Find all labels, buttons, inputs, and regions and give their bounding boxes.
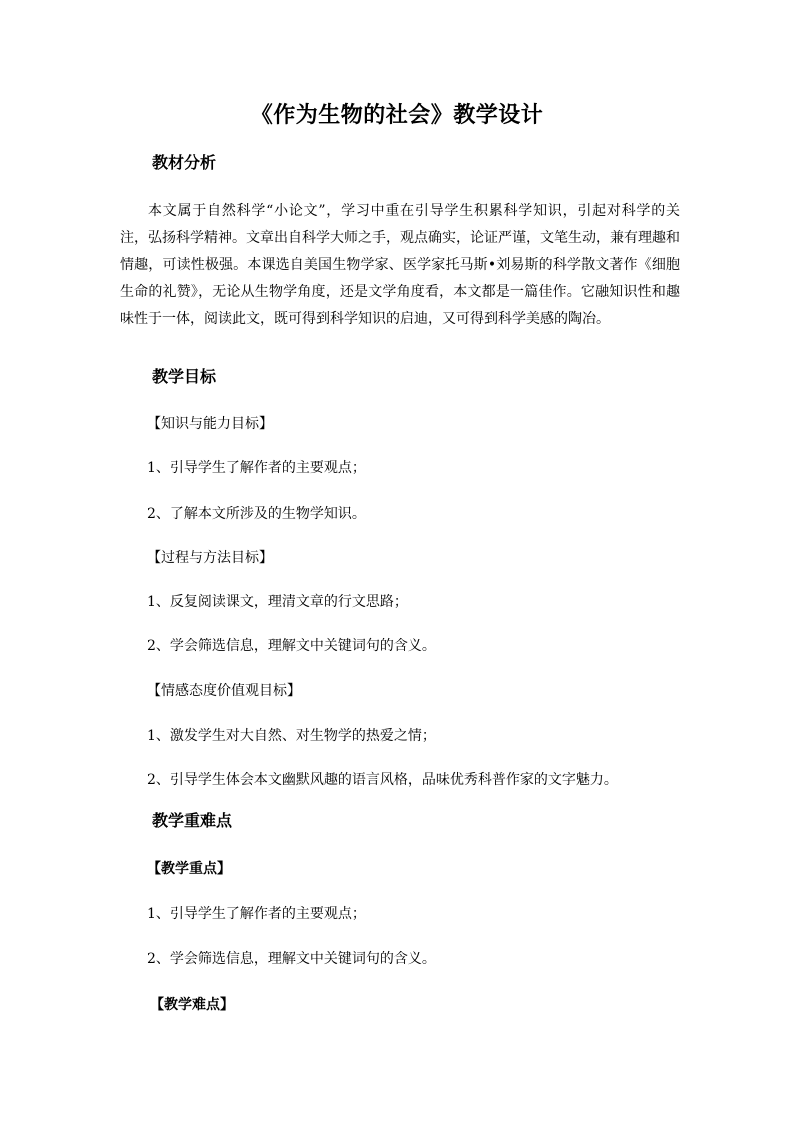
goals-process-item: 2、学会筛选信息，理解文中关键词句的含义。 bbox=[147, 638, 436, 654]
keypoints-focus-item: 1、引导学生了解作者的主要观点； bbox=[147, 906, 366, 922]
document-title: 《作为生物的社会》教学设计 bbox=[250, 102, 544, 128]
goals-emotion-item: 2、引导学生体会本文幽默风趣的语言风格，品味优秀科普作家的文字魅力。 bbox=[147, 772, 618, 788]
goals-knowledge-item: 1、引导学生了解作者的主要观点； bbox=[147, 460, 366, 476]
goals-process-label: 【过程与方法目标】 bbox=[147, 550, 273, 566]
goals-knowledge-label: 【知识与能力目标】 bbox=[147, 416, 273, 432]
section-heading-keypoints: 教学重难点 bbox=[152, 811, 233, 830]
section-heading-goals: 教学目标 bbox=[152, 367, 217, 386]
analysis-paragraph-text: 本文属于自然科学“小论文”，学习中重在引导学生积累科学知识，引起对科学的关注，弘扬科学精神。文章出自科学大师之手，观点确实，论证严谨，文笔生动，兼有理趣和情趣，可读性极强。本课选自美国生物学家、医学家托马斯•刘易斯的科学散文著作《细胞生命的礼赞》，无论从生物学角度，还是文学角度看，本文都是一篇佳作。它融知识性和趣味性于一体，阅读此文，既可得到科学知识的启迪，又可得到科学美感的陶冶。 bbox=[120, 203, 680, 327]
goals-emotion-item: 1、激发学生对大自然、对生物学的热爱之情； bbox=[147, 728, 436, 744]
analysis-paragraph bbox=[120, 198, 680, 333]
goals-knowledge-item: 2、了解本文所涉及的生物学知识。 bbox=[147, 506, 366, 522]
section-heading-analysis: 教材分析 bbox=[152, 153, 217, 172]
keypoints-focus-item: 2、学会筛选信息，理解文中关键词句的含义。 bbox=[147, 951, 436, 967]
goals-emotion-label: 【情感态度价值观目标】 bbox=[147, 683, 301, 699]
keypoints-difficulty-label: 【教学难点】 bbox=[150, 997, 234, 1013]
goals-process-item: 1、反复阅读课文，理清文章的行文思路； bbox=[147, 594, 408, 610]
keypoints-focus-label: 【教学重点】 bbox=[147, 861, 231, 877]
